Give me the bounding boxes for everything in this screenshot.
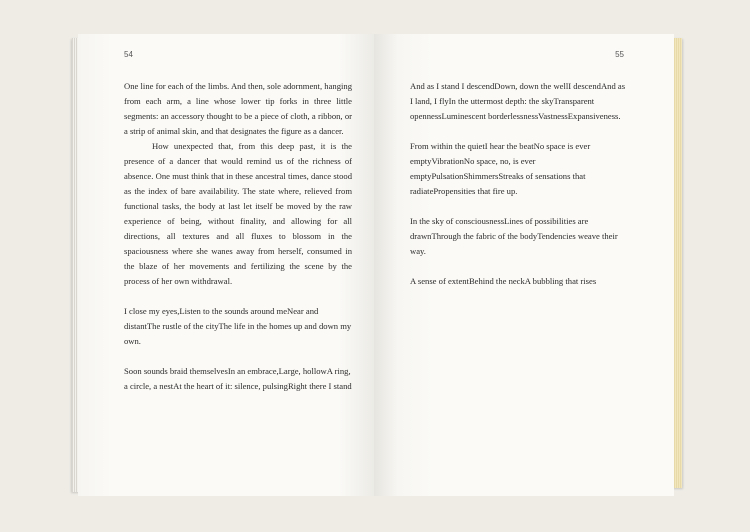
- poem-line: Listen to the sounds around me: [179, 306, 288, 316]
- stanza: [410, 139, 630, 199]
- poem-line: Behind the neck: [468, 276, 525, 286]
- poem-line: From within the quiet: [410, 141, 485, 151]
- left-page-text: [124, 79, 352, 394]
- poem-line: Vastness: [538, 111, 568, 121]
- poem-line: And as I stand I descend: [410, 81, 495, 91]
- poem-line: I hear the beat: [484, 141, 534, 151]
- poem-line: In an embrace,: [227, 366, 279, 376]
- page-number-right: 55: [615, 50, 624, 59]
- poem-line: Near and distant: [124, 306, 319, 331]
- poem-line: A bubbling that rises: [524, 276, 597, 286]
- prose-block: [124, 79, 352, 289]
- poem-line: And as I land, I fly: [410, 81, 626, 106]
- left-page: [78, 34, 374, 496]
- poem-line: Soon sounds braid themselves: [124, 366, 228, 376]
- poem-line: No space, no, is ever empty: [410, 156, 536, 181]
- poem-line: Right there I stand: [287, 381, 352, 391]
- poem-line: The life in the homes up and down my own.: [124, 321, 352, 346]
- poem-left: [124, 304, 352, 394]
- poem-line: Large, hollow: [278, 366, 327, 376]
- poem-line: Tendencies weave their way.: [410, 231, 618, 256]
- poem-line: Lines of possibilities are drawn: [410, 216, 589, 241]
- right-page-text: [410, 79, 630, 289]
- poem-line: The rustle of the city: [146, 321, 219, 331]
- poem-line: A ring, a circle, a nest: [124, 366, 351, 391]
- poem-line: Expansiveness.: [567, 111, 621, 121]
- poem-line: Pulsation: [431, 171, 464, 181]
- poem-line: Luminescent borderlessness: [441, 111, 539, 121]
- poem-line: Shimmers: [463, 171, 499, 181]
- page-number-left: 54: [124, 50, 133, 59]
- poem-line: At the heart of it: silence, pulsing: [173, 381, 288, 391]
- poem-line: I descend: [568, 81, 601, 91]
- stanza: [410, 274, 630, 289]
- paragraph: One line for each of the limbs. And then, sole adornment, hanging from each arm, a line whose lower tip forks in three little segments: an accessory thought to be a piece of cloth, a ribbon, or a strip of animal skin, and that designates the figure as a dancer.: [124, 81, 352, 136]
- open-book: [78, 34, 674, 496]
- poem-line: I close my eyes,: [124, 306, 180, 316]
- poem-line: Vibration: [431, 156, 464, 166]
- poem-line: Through the fabric of the body: [431, 231, 538, 241]
- stanza: [410, 214, 630, 259]
- poem-line: Propensities that fire up.: [433, 186, 518, 196]
- poem-line: Down, down the well: [494, 81, 569, 91]
- stanza: [410, 79, 630, 124]
- stanza: [124, 304, 352, 349]
- poem-line: No space is ever empty: [410, 141, 591, 166]
- right-page: [374, 34, 674, 496]
- poem-line: Streaks of sensations that radiate: [410, 171, 586, 196]
- poem-line: In the sky of consciousness: [410, 216, 505, 226]
- poem-right: [410, 79, 630, 289]
- stanza: [124, 364, 352, 394]
- poem-line: In the uttermost depth: the sky: [448, 96, 554, 106]
- poem-line: A sense of extent: [410, 276, 469, 286]
- poem-line: Transparent openness: [410, 96, 595, 121]
- paragraph: How unexpected that, from this deep past, it is the presence of a dancer that would remind us of the richness of absence. One must think that in these ancestral times, dance stood as the index of bare availability. The state where, relieved from functional tasks, the body at last let itself be moved by the raw experience of being, without finality, and allowing for all directions, all textures and all fluxes to blossom in the spaciousness where she wanes away from herself, consumed in the blaze of her movements and fertilizing the scene by the process of her own withdrawal.: [124, 141, 352, 286]
